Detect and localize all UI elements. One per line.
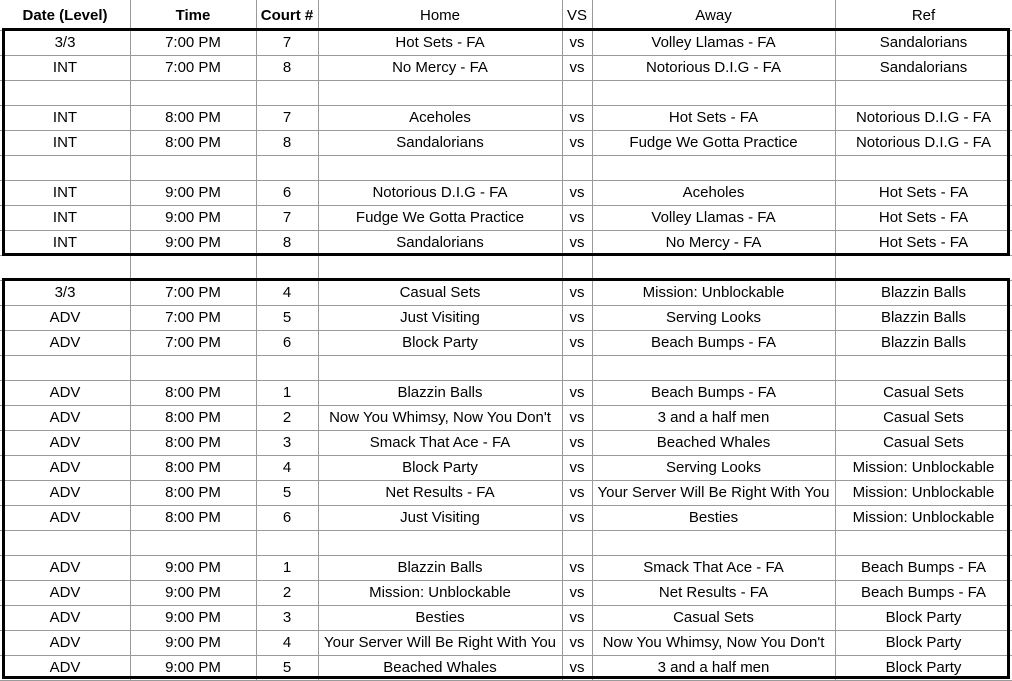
cell-vs[interactable]: vs: [569, 509, 585, 526]
header-row: [0, 0, 1012, 30]
cell-court[interactable]: 2: [282, 584, 292, 601]
cell-date-level[interactable]: ADV: [49, 609, 81, 626]
cell-ref[interactable]: Mission: Unblockable: [852, 459, 995, 476]
row-gridline: [0, 105, 1012, 106]
cell-home[interactable]: Fudge We Gotta Practice: [355, 209, 525, 226]
cell-date-level[interactable]: INT: [52, 109, 78, 126]
cell-court[interactable]: 4: [282, 459, 292, 476]
header-vs[interactable]: VS: [566, 6, 587, 24]
cell-home[interactable]: Blazzin Balls: [397, 384, 483, 401]
cell-ref[interactable]: Block Party: [885, 609, 962, 626]
cell-time[interactable]: 9:00 PM: [165, 659, 221, 676]
cell-time[interactable]: 9:00 PM: [165, 184, 221, 201]
cell-home[interactable]: Beached Whales: [383, 659, 497, 676]
cell-home[interactable]: Just Visiting: [400, 509, 480, 526]
cell-ref[interactable]: Casual Sets: [883, 434, 964, 451]
cell-date-level[interactable]: ADV: [49, 459, 81, 476]
cell-court[interactable]: 7: [282, 209, 292, 226]
table-row: [0, 580, 1012, 605]
cell-away[interactable]: Mission: Unblockable: [642, 284, 785, 301]
cell-vs[interactable]: vs: [569, 34, 585, 51]
table-row: [0, 280, 1012, 305]
table-row: [0, 230, 1012, 255]
row-gridline: [0, 605, 1012, 606]
row-gridline: [0, 230, 1012, 231]
cell-court[interactable]: 7: [282, 34, 292, 51]
header-time[interactable]: Time: [175, 6, 211, 24]
cell-away[interactable]: Aceholes: [682, 184, 745, 201]
cell-time[interactable]: 7:00 PM: [165, 309, 221, 326]
header-date-level[interactable]: Date (Level): [22, 6, 108, 24]
cell-away[interactable]: Beach Bumps - FA: [650, 334, 777, 351]
cell-home[interactable]: Mission: Unblockable: [369, 584, 511, 601]
table-row: [0, 130, 1012, 155]
row-gridline: [0, 205, 1012, 206]
cell-date-level[interactable]: ADV: [49, 484, 81, 501]
cell-time[interactable]: 7:00 PM: [165, 59, 221, 76]
cell-away[interactable]: 3 and a half men: [657, 659, 770, 676]
row-gridline: [0, 380, 1012, 381]
table-row: [0, 480, 1012, 505]
cell-home[interactable]: Net Results - FA: [385, 484, 495, 501]
cell-court[interactable]: 5: [282, 309, 292, 326]
cell-court[interactable]: 8: [282, 134, 292, 151]
cell-court[interactable]: 6: [282, 334, 292, 351]
cell-date-level[interactable]: ADV: [49, 409, 81, 426]
table-row: [0, 405, 1012, 430]
cell-court[interactable]: 4: [282, 634, 292, 651]
cell-away[interactable]: 3 and a half men: [657, 409, 770, 426]
cell-date-level[interactable]: ADV: [49, 334, 81, 351]
cell-date-level[interactable]: ADV: [49, 384, 81, 401]
cell-ref[interactable]: Mission: Unblockable: [852, 509, 995, 526]
table-row: [0, 430, 1012, 455]
cell-ref[interactable]: Beach Bumps - FA: [860, 584, 987, 601]
cell-home[interactable]: Your Server Will Be Right With You: [323, 634, 557, 651]
table-row: [0, 630, 1012, 655]
row-gridline: [0, 480, 1012, 481]
cell-time[interactable]: 9:00 PM: [165, 634, 221, 651]
cell-court[interactable]: 6: [282, 184, 292, 201]
cell-vs[interactable]: vs: [569, 659, 585, 676]
cell-date-level[interactable]: INT: [52, 209, 78, 226]
cell-home[interactable]: Aceholes: [409, 109, 471, 126]
cell-away[interactable]: Fudge We Gotta Practice: [629, 134, 798, 151]
table-row: [0, 455, 1012, 480]
cell-date-level[interactable]: ADV: [49, 659, 81, 676]
cell-time[interactable]: 9:00 PM: [165, 209, 221, 226]
cell-court[interactable]: 1: [282, 559, 292, 576]
row-gridline: [0, 505, 1012, 506]
cell-away[interactable]: Besties: [688, 509, 739, 526]
cell-vs[interactable]: vs: [569, 484, 585, 501]
cell-ref[interactable]: Sandalorians: [879, 34, 968, 51]
cell-court[interactable]: 5: [282, 484, 292, 501]
cell-date-level[interactable]: INT: [52, 234, 78, 251]
cell-home[interactable]: Just Visiting: [400, 309, 480, 326]
cell-time[interactable]: 8:00 PM: [165, 484, 221, 501]
row-gridline: [0, 55, 1012, 56]
cell-time[interactable]: 9:00 PM: [165, 609, 221, 626]
cell-ref[interactable]: Block Party: [885, 634, 962, 651]
cell-court[interactable]: 3: [282, 609, 292, 626]
cell-home[interactable]: Hot Sets - FA: [395, 34, 485, 51]
row-gridline: [0, 405, 1012, 406]
cell-date-level[interactable]: ADV: [49, 434, 81, 451]
cell-away[interactable]: Volley Llamas - FA: [651, 209, 776, 226]
cell-vs[interactable]: vs: [569, 209, 585, 226]
cell-ref[interactable]: Beach Bumps - FA: [860, 559, 987, 576]
cell-away[interactable]: Hot Sets - FA: [668, 109, 759, 126]
cell-date-level[interactable]: INT: [52, 134, 78, 151]
row-gridline: [0, 80, 1012, 81]
cell-time[interactable]: 8:00 PM: [165, 134, 221, 151]
cell-home[interactable]: Sandalorians: [396, 134, 484, 151]
cell-away[interactable]: Serving Looks: [665, 309, 762, 326]
cell-home[interactable]: Block Party: [402, 459, 478, 476]
cell-date-level[interactable]: INT: [52, 59, 78, 76]
cell-court[interactable]: 8: [282, 59, 292, 76]
cell-time[interactable]: 8:00 PM: [165, 434, 221, 451]
cell-date-level[interactable]: ADV: [49, 309, 81, 326]
row-gridline: [0, 305, 1012, 306]
cell-date-level[interactable]: INT: [52, 184, 78, 201]
cell-home[interactable]: Smack That Ace - FA: [369, 434, 511, 451]
cell-home[interactable]: Notorious D.I.G - FA: [372, 184, 508, 201]
table-row: [0, 330, 1012, 355]
cell-vs[interactable]: vs: [569, 109, 585, 126]
cell-away[interactable]: Casual Sets: [673, 609, 754, 626]
cell-vs[interactable]: vs: [569, 609, 585, 626]
cell-court[interactable]: 6: [282, 509, 292, 526]
column-gridline: [130, 0, 131, 681]
column-gridline: [562, 0, 563, 681]
table-row: [0, 55, 1012, 80]
cell-court[interactable]: 3: [282, 434, 292, 451]
cell-court[interactable]: 7: [282, 109, 292, 126]
row-gridline: [0, 655, 1012, 656]
cell-home[interactable]: Block Party: [402, 334, 478, 351]
cell-home[interactable]: Besties: [415, 609, 465, 626]
cell-vs[interactable]: vs: [569, 409, 585, 426]
cell-vs[interactable]: vs: [569, 59, 585, 76]
cell-time[interactable]: 9:00 PM: [165, 584, 221, 601]
cell-court[interactable]: 4: [282, 284, 292, 301]
cell-ref[interactable]: Blazzin Balls: [880, 309, 967, 326]
header-away[interactable]: Away: [695, 6, 732, 24]
cell-court[interactable]: 1: [282, 384, 292, 401]
cell-home[interactable]: No Mercy - FA: [392, 59, 488, 76]
cell-time[interactable]: 8:00 PM: [165, 109, 221, 126]
header-home[interactable]: Home: [419, 6, 460, 24]
cell-vs[interactable]: vs: [569, 334, 585, 351]
cell-date-level[interactable]: ADV: [49, 584, 81, 601]
cell-ref[interactable]: Casual Sets: [883, 409, 964, 426]
cell-vs[interactable]: vs: [569, 634, 585, 651]
cell-away[interactable]: Net Results - FA: [658, 584, 769, 601]
row-gridline: [0, 455, 1012, 456]
cell-vs[interactable]: vs: [569, 384, 585, 401]
cell-time[interactable]: 8:00 PM: [165, 459, 221, 476]
table-row: [0, 655, 1012, 680]
cell-time[interactable]: 7:00 PM: [165, 284, 221, 301]
column-gridline: [592, 0, 593, 681]
row-gridline: [0, 180, 1012, 181]
cell-court[interactable]: 8: [282, 234, 292, 251]
cell-home[interactable]: Blazzin Balls: [397, 559, 483, 576]
cell-away[interactable]: Notorious D.I.G - FA: [645, 59, 782, 76]
cell-date-level[interactable]: 3/3: [54, 284, 76, 301]
cell-away[interactable]: Volley Llamas - FA: [651, 34, 776, 51]
cell-ref[interactable]: Blazzin Balls: [880, 334, 967, 351]
row-gridline: [0, 280, 1012, 281]
cell-time[interactable]: 9:00 PM: [165, 234, 221, 251]
row-gridline: [0, 155, 1012, 156]
cell-ref[interactable]: Notorious D.I.G - FA: [855, 109, 992, 126]
cell-ref[interactable]: Blazzin Balls: [880, 284, 967, 301]
cell-vs[interactable]: vs: [569, 309, 585, 326]
header-ref[interactable]: Ref: [911, 6, 936, 24]
cell-ref[interactable]: Block Party: [885, 659, 962, 676]
column-gridline: [835, 0, 836, 681]
cell-vs[interactable]: vs: [569, 459, 585, 476]
row-gridline: [0, 580, 1012, 581]
table-row: [0, 105, 1012, 130]
cell-home[interactable]: Sandalorians: [396, 234, 484, 251]
cell-vs[interactable]: vs: [569, 559, 585, 576]
cell-vs[interactable]: vs: [569, 234, 585, 251]
cell-time[interactable]: 9:00 PM: [165, 559, 221, 576]
cell-away[interactable]: Your Server Will Be Right With You: [597, 484, 830, 501]
row-gridline: [0, 330, 1012, 331]
cell-time[interactable]: 7:00 PM: [165, 334, 221, 351]
cell-away[interactable]: Serving Looks: [665, 459, 762, 476]
cell-away[interactable]: Beach Bumps - FA: [650, 384, 777, 401]
row-gridline: [0, 430, 1012, 431]
cell-date-level[interactable]: ADV: [49, 559, 81, 576]
row-gridline: [0, 255, 1012, 256]
row-gridline: [0, 530, 1012, 531]
cell-home[interactable]: Casual Sets: [399, 284, 481, 301]
row-gridline: [0, 355, 1012, 356]
row-gridline: [0, 630, 1012, 631]
cell-home[interactable]: Now You Whimsy, Now You Don't: [329, 409, 551, 426]
table-row: [0, 555, 1012, 580]
cell-vs[interactable]: vs: [569, 134, 585, 151]
row-gridline: [0, 130, 1012, 131]
cell-ref[interactable]: Mission: Unblockable: [852, 484, 995, 501]
table-row: [0, 30, 1012, 55]
cell-court[interactable]: 2: [282, 409, 292, 426]
cell-away[interactable]: No Mercy - FA: [665, 234, 762, 251]
column-gridline: [318, 0, 319, 681]
cell-court[interactable]: 5: [282, 659, 292, 676]
cell-time[interactable]: 8:00 PM: [165, 409, 221, 426]
cell-vs[interactable]: vs: [569, 284, 585, 301]
cell-ref[interactable]: Casual Sets: [883, 384, 964, 401]
table-row: [0, 180, 1012, 205]
table-row: [0, 305, 1012, 330]
cell-time[interactable]: 8:00 PM: [165, 384, 221, 401]
cell-vs[interactable]: vs: [569, 584, 585, 601]
cell-vs[interactable]: vs: [569, 184, 585, 201]
header-court[interactable]: Court #: [260, 6, 314, 24]
cell-ref[interactable]: Sandalorians: [879, 59, 968, 76]
table-row: [0, 380, 1012, 405]
cell-date-level[interactable]: ADV: [49, 509, 81, 526]
table-row: [0, 505, 1012, 530]
cell-date-level[interactable]: 3/3: [54, 34, 76, 51]
cell-time[interactable]: 7:00 PM: [165, 34, 221, 51]
cell-ref[interactable]: Hot Sets - FA: [878, 209, 969, 226]
row-gridline: [0, 30, 1012, 31]
table-row: [0, 605, 1012, 630]
row-gridline: [0, 555, 1012, 556]
cell-ref[interactable]: Notorious D.I.G - FA: [855, 134, 992, 151]
cell-vs[interactable]: vs: [569, 434, 585, 451]
cell-away[interactable]: Beached Whales: [656, 434, 771, 451]
cell-ref[interactable]: Hot Sets - FA: [878, 234, 969, 251]
cell-time[interactable]: 8:00 PM: [165, 509, 221, 526]
cell-date-level[interactable]: ADV: [49, 634, 81, 651]
cell-away[interactable]: Now You Whimsy, Now You Don't: [602, 634, 825, 651]
cell-ref[interactable]: Hot Sets - FA: [878, 184, 969, 201]
cell-away[interactable]: Smack That Ace - FA: [643, 559, 784, 576]
table-row: [0, 205, 1012, 230]
column-gridline: [256, 0, 257, 681]
